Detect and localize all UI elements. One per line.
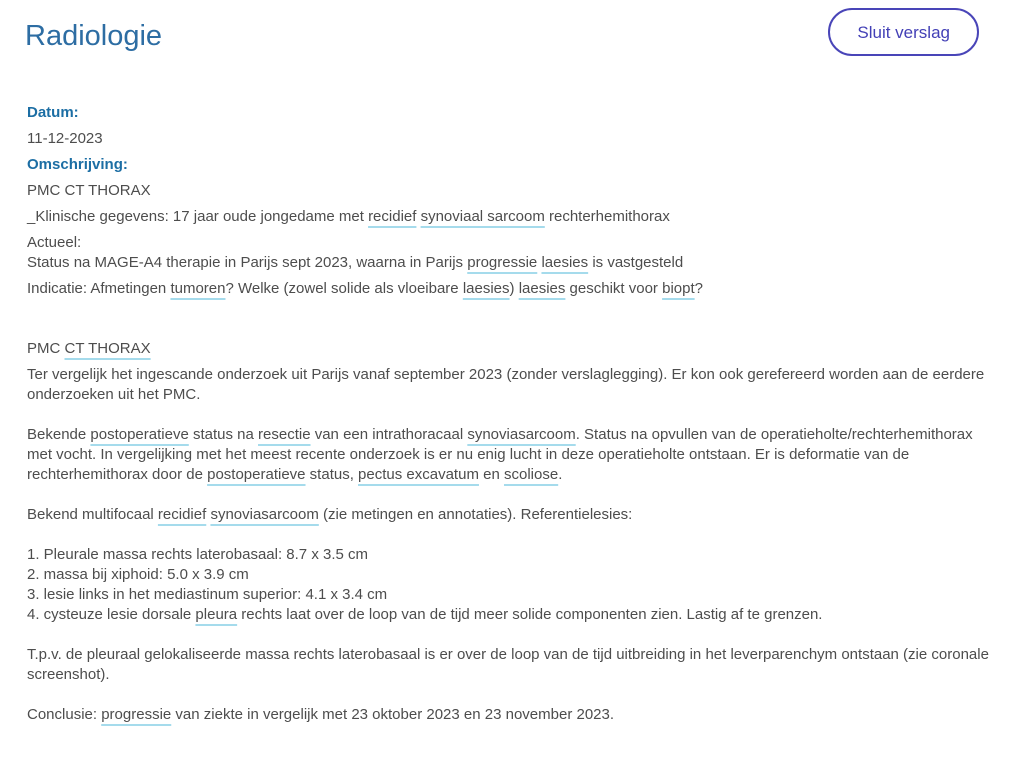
report-paragraph	[27, 645, 1000, 685]
text-run: Ter vergelijk het ingescande onderzoek uit Parijs vanaf september 2023 (zonder verslaglegging). Er kon ook gerefereerd worden aan de eerdere onderzoeken uit het PMC.	[27, 366, 985, 403]
text-run: ? Welke (zowel solide als vloeibare	[225, 280, 463, 297]
text-run: 2. massa bij xiphoid: 5.0 x 3.9 cm	[27, 566, 249, 583]
text-run: 3. lesie links in het mediastinum superior: 4.1 x 3.4 cm	[27, 586, 388, 603]
underlined-term: tumoren	[170, 280, 226, 297]
close-report-button[interactable]: Sluit verslag	[828, 8, 979, 56]
text-run: _Klinische gegevens: 17 jaar oude jongedame met	[27, 208, 369, 225]
underlined-term: CT THORAX	[64, 340, 151, 357]
underlined-term: progressie	[467, 254, 538, 271]
underlined-term: synoviasarcoom	[467, 426, 576, 443]
underlined-term: scoliose	[503, 466, 559, 483]
datum-value: 11-12-2023	[27, 130, 103, 147]
text-run: geschikt voor	[565, 280, 663, 297]
text-run: is vastgesteld	[588, 254, 684, 271]
report-paragraph	[27, 279, 1000, 299]
underlined-term: pectus excavatum	[358, 466, 479, 483]
report-paragraph	[27, 339, 1000, 359]
text-run: rechts laat over de loop van de tijd meer solide componenten zien. Lastig af te grenzen.	[237, 606, 823, 623]
text-run: 4. cysteuze lesie dorsale	[27, 606, 196, 623]
underlined-term: synoviaal sarcoom	[420, 208, 545, 225]
text-run: . Status na opvullen van de operatieholte/rechterhemithorax met vocht. In vergelijking met het meest recente onderzoek is er nu enig lucht in deze operatieholte ontstaan. Er is deformatie van de rechterhemithorax door de	[27, 426, 973, 483]
text-run: Bekend multifocaal	[27, 506, 158, 523]
text-run: van een intrathoracaal	[310, 426, 468, 443]
underlined-term: resectie	[258, 426, 311, 443]
report-content	[27, 103, 1000, 725]
text-run: (zie metingen en annotaties). Referentielesies:	[318, 506, 633, 523]
text-run: Actueel:	[27, 234, 82, 251]
underlined-term: postoperatieve	[207, 466, 306, 483]
text-run: )	[509, 280, 519, 297]
text-run: PMC CT THORAX	[27, 182, 151, 199]
text-run: .	[558, 466, 563, 483]
underlined-term: progressie	[101, 706, 172, 723]
underlined-term: recidief	[157, 506, 207, 523]
report-paragraph	[27, 181, 1000, 201]
report-paragraph	[27, 505, 1000, 525]
text-run: rechterhemithorax	[544, 208, 670, 225]
report-paragraph	[27, 425, 1000, 485]
report-body	[27, 181, 1000, 725]
omschrijving-label: Omschrijving:	[27, 156, 128, 173]
text-run: en	[478, 466, 504, 483]
text-run: PMC	[27, 340, 65, 357]
underlined-term: recidief	[368, 208, 417, 225]
report-paragraph	[27, 207, 1000, 227]
underlined-term: laesies	[518, 280, 566, 297]
report-paragraph	[27, 705, 1000, 725]
report-paragraph	[27, 365, 1000, 405]
page-title: Radiologie	[25, 20, 163, 52]
text-run: van ziekte in vergelijk met 23 oktober 2023 en 23 november 2023.	[171, 706, 615, 723]
report-paragraph	[27, 233, 1000, 273]
underlined-term: pleura	[195, 606, 238, 623]
text-run: status na	[188, 426, 259, 443]
report-header	[24, 8, 1000, 56]
text-run: Conclusie:	[27, 706, 102, 723]
report-paragraph	[27, 545, 1000, 625]
underlined-term: laesies	[541, 254, 589, 271]
datum-label: Datum:	[27, 104, 79, 121]
text-run: T.p.v. de pleuraal gelokaliseerde massa rechts laterobasaal is er over de loop van de tijd uitbreiding in het leverparenchym ontstaan (zie coronale screenshot).	[27, 646, 989, 683]
text-run: ?	[694, 280, 703, 297]
text-run: Status na MAGE-A4 therapie in Parijs sept 2023, waarna in Parijs	[27, 254, 468, 271]
underlined-term: synoviasarcoom	[210, 506, 319, 523]
text-run: 1. Pleurale massa rechts laterobasaal: 8.7 x 3.5 cm	[27, 546, 369, 563]
underlined-term: biopt	[662, 280, 695, 297]
underlined-term: postoperatieve	[90, 426, 189, 443]
text-run: Bekende	[27, 426, 91, 443]
text-run: status,	[305, 466, 359, 483]
text-run: Indicatie: Afmetingen	[27, 280, 171, 297]
underlined-term: laesies	[462, 280, 510, 297]
